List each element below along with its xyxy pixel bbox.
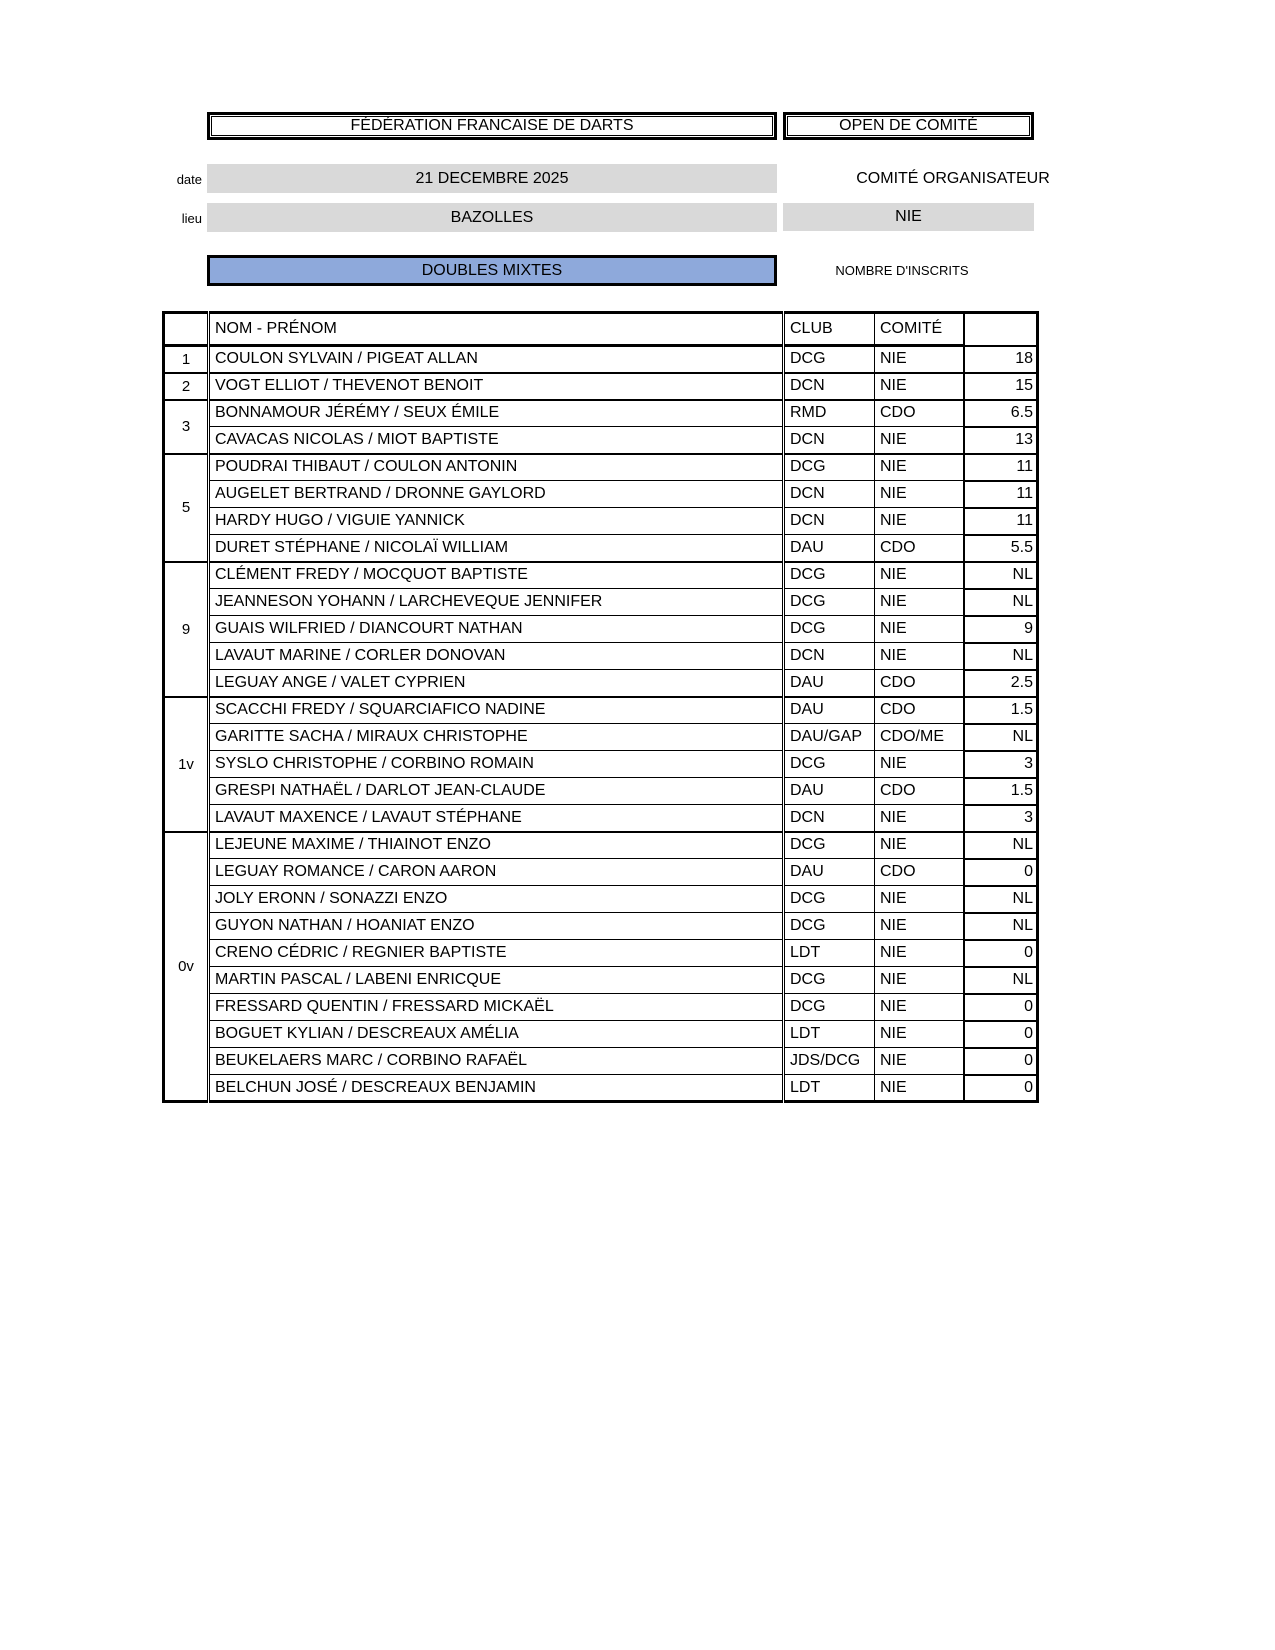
name-cell: LAVAUT MAXENCE / LAVAUT STÉPHANE	[209, 805, 784, 832]
score-cell: 3	[964, 805, 1038, 832]
date-label: date	[176, 172, 202, 187]
club-cell: DCG	[784, 994, 875, 1021]
score-cell: 2.5	[964, 670, 1038, 697]
score-cell: 11	[964, 481, 1038, 508]
name-cell: POUDRAI THIBAUT / COULON ANTONIN	[209, 454, 784, 481]
name-cell: FRESSARD QUENTIN / FRESSARD MICKAËL	[209, 994, 784, 1021]
name-cell: LEGUAY ANGE / VALET CYPRIEN	[209, 670, 784, 697]
comite-cell: CDO	[875, 697, 964, 724]
name-cell: LAVAUT MARINE / CORLER DONOVAN	[209, 643, 784, 670]
score-cell: NL	[964, 886, 1038, 913]
score-cell: NL	[964, 967, 1038, 994]
club-cell: DCG	[784, 454, 875, 481]
name-cell: BOGUET KYLIAN / DESCREAUX AMÉLIA	[209, 1021, 784, 1048]
inscrits-label: NOMBRE D'INSCRITS	[835, 262, 969, 278]
club-cell: LDT	[784, 1075, 875, 1102]
club-cell: DCG	[784, 346, 875, 373]
score-cell: 15	[964, 373, 1038, 400]
club-cell: DCN	[784, 427, 875, 454]
table-row	[164, 670, 1038, 697]
club-cell: DCG	[784, 886, 875, 913]
club-cell: DCN	[784, 508, 875, 535]
table-row	[164, 832, 1038, 859]
name-cell: BELCHUN JOSÉ / DESCREAUX BENJAMIN	[209, 1075, 784, 1102]
table-row	[164, 886, 1038, 913]
comite-cell: NIE	[875, 508, 964, 535]
rank-cell: 1	[164, 346, 209, 373]
rank-cell: 1v	[164, 697, 209, 832]
club-cell: LDT	[784, 1021, 875, 1048]
table-row	[164, 994, 1038, 1021]
table-row	[164, 805, 1038, 832]
name-cell: JEANNESON YOHANN / LARCHEVEQUE JENNIFER	[209, 589, 784, 616]
organizer-value: NIE	[895, 208, 922, 225]
score-cell: 0	[964, 859, 1038, 886]
comite-cell: NIE	[875, 589, 964, 616]
table-row	[164, 967, 1038, 994]
score-cell: 1.5	[964, 697, 1038, 724]
score-cell: 18	[964, 346, 1038, 373]
score-cell: 5.5	[964, 535, 1038, 562]
club-cell: DCG	[784, 589, 875, 616]
name-cell: HARDY HUGO / VIGUIE YANNICK	[209, 508, 784, 535]
name-cell: SCACCHI FREDY / SQUARCIAFICO NADINE	[209, 697, 784, 724]
rank-cell: 3	[164, 400, 209, 454]
comite-cell: CDO	[875, 670, 964, 697]
rank-cell: 2	[164, 373, 209, 400]
club-cell: DCN	[784, 643, 875, 670]
score-cell: 0	[964, 1075, 1038, 1102]
score-cell: 6.5	[964, 400, 1038, 427]
date-value: 21 DECEMBRE 2025	[415, 169, 569, 187]
name-cell: LEJEUNE MAXIME / THIAINOT ENZO	[209, 832, 784, 859]
table-row	[164, 859, 1038, 886]
name-cell: CAVACAS NICOLAS / MIOT BAPTISTE	[209, 427, 784, 454]
table-header-row	[164, 313, 1038, 346]
comite-cell: NIE	[875, 373, 964, 400]
name-header: NOM - PRÉNOM	[209, 313, 784, 346]
table-row	[164, 589, 1038, 616]
score-cell: NL	[964, 724, 1038, 751]
name-cell: LEGUAY ROMANCE / CARON AARON	[209, 859, 784, 886]
lieu-field	[207, 203, 777, 232]
comite-cell: NIE	[875, 427, 964, 454]
table-row	[164, 616, 1038, 643]
comite-cell: NIE	[875, 616, 964, 643]
lieu-label: lieu	[181, 211, 202, 226]
comite-cell: CDO/ME	[875, 724, 964, 751]
table-row	[164, 1021, 1038, 1048]
club-cell: DCN	[784, 805, 875, 832]
club-cell: DAU	[784, 859, 875, 886]
comite-cell: NIE	[875, 481, 964, 508]
table-row	[164, 481, 1038, 508]
club-cell: DCN	[784, 373, 875, 400]
lieu-value: BAZOLLES	[450, 208, 534, 226]
table-row	[164, 643, 1038, 670]
score-header	[964, 313, 1038, 346]
table-row	[164, 373, 1038, 400]
club-cell: DCN	[784, 481, 875, 508]
comite-cell: NIE	[875, 1048, 964, 1075]
name-cell: DURET STÉPHANE / NICOLAÏ WILLIAM	[209, 535, 784, 562]
table-row	[164, 508, 1038, 535]
comite-cell: NIE	[875, 1021, 964, 1048]
date-field	[207, 164, 777, 193]
event-title-text: OPEN DE COMITÉ	[839, 117, 978, 134]
comite-cell: NIE	[875, 913, 964, 940]
results-table	[162, 311, 1039, 1103]
score-cell: 0	[964, 1021, 1038, 1048]
score-cell: 13	[964, 427, 1038, 454]
results-table-body	[164, 346, 1038, 1102]
club-cell: DAU	[784, 697, 875, 724]
rank-cell: 0v	[164, 832, 209, 1102]
club-cell: RMD	[784, 400, 875, 427]
table-row	[164, 1075, 1038, 1102]
name-cell: SYSLO CHRISTOPHE / CORBINO ROMAIN	[209, 751, 784, 778]
comite-cell: NIE	[875, 454, 964, 481]
name-cell: CLÉMENT FREDY / MOCQUOT BAPTISTE	[209, 562, 784, 589]
name-cell: GARITTE SACHA / MIRAUX CHRISTOPHE	[209, 724, 784, 751]
comite-cell: NIE	[875, 1075, 964, 1102]
score-cell: 0	[964, 940, 1038, 967]
organizer-label: COMITÉ ORGANISATEUR	[856, 169, 1050, 187]
name-cell: BEUKELAERS MARC / CORBINO RAFAËL	[209, 1048, 784, 1075]
table-row	[164, 1048, 1038, 1075]
name-cell: COULON SYLVAIN / PIGEAT ALLAN	[209, 346, 784, 373]
comite-cell: NIE	[875, 994, 964, 1021]
score-cell: 11	[964, 508, 1038, 535]
club-cell: DCG	[784, 562, 875, 589]
comite-cell: NIE	[875, 886, 964, 913]
comite-cell: NIE	[875, 832, 964, 859]
category-banner	[207, 255, 777, 286]
comite-cell: CDO	[875, 535, 964, 562]
club-cell: DCG	[784, 967, 875, 994]
rank-cell: 5	[164, 454, 209, 562]
name-cell: AUGELET BERTRAND / DRONNE GAYLORD	[209, 481, 784, 508]
club-header: CLUB	[784, 313, 875, 346]
table-row	[164, 724, 1038, 751]
table-row	[164, 751, 1038, 778]
club-cell: DCG	[784, 751, 875, 778]
name-cell: VOGT ELLIOT / THEVENOT BENOIT	[209, 373, 784, 400]
score-cell: NL	[964, 589, 1038, 616]
club-cell: DCG	[784, 832, 875, 859]
federation-title-text: FÉDÉRATION FRANCAISE DE DARTS	[350, 117, 634, 134]
club-cell: DAU	[784, 778, 875, 805]
name-cell: JOLY ERONN / SONAZZI ENZO	[209, 886, 784, 913]
score-cell: 3	[964, 751, 1038, 778]
club-cell: DCG	[784, 616, 875, 643]
category-banner-text: DOUBLES MIXTES	[421, 261, 563, 279]
comite-cell: CDO	[875, 859, 964, 886]
organizer-field	[783, 203, 1034, 231]
club-cell: DAU	[784, 670, 875, 697]
rank-header	[164, 313, 209, 346]
table-row	[164, 562, 1038, 589]
comite-cell: CDO	[875, 400, 964, 427]
table-row	[164, 913, 1038, 940]
club-cell: JDS/DCG	[784, 1048, 875, 1075]
score-cell: 9	[964, 616, 1038, 643]
table-row	[164, 778, 1038, 805]
event-title	[783, 112, 1034, 140]
comite-cell: NIE	[875, 805, 964, 832]
score-cell: NL	[964, 913, 1038, 940]
club-cell: LDT	[784, 940, 875, 967]
score-cell: 0	[964, 994, 1038, 1021]
name-cell: CRENO CÉDRIC / REGNIER BAPTISTE	[209, 940, 784, 967]
comite-header: COMITÉ	[875, 313, 964, 346]
score-cell: 11	[964, 454, 1038, 481]
table-row	[164, 427, 1038, 454]
table-row	[164, 697, 1038, 724]
comite-cell: NIE	[875, 643, 964, 670]
score-cell: NL	[964, 562, 1038, 589]
rank-cell: 9	[164, 562, 209, 697]
comite-cell: NIE	[875, 967, 964, 994]
score-cell: NL	[964, 643, 1038, 670]
name-cell: MARTIN PASCAL / LABENI ENRICQUE	[209, 967, 784, 994]
club-cell: DAU/GAP	[784, 724, 875, 751]
name-cell: GRESPI NATHAËL / DARLOT JEAN-CLAUDE	[209, 778, 784, 805]
name-cell: BONNAMOUR JÉRÉMY / SEUX ÉMILE	[209, 400, 784, 427]
score-cell: 1.5	[964, 778, 1038, 805]
name-cell: GUYON NATHAN / HOANIAT ENZO	[209, 913, 784, 940]
table-row	[164, 454, 1038, 481]
table-row	[164, 346, 1038, 373]
table-row	[164, 940, 1038, 967]
comite-cell: NIE	[875, 562, 964, 589]
comite-cell: NIE	[875, 346, 964, 373]
name-cell: GUAIS WILFRIED / DIANCOURT NATHAN	[209, 616, 784, 643]
club-cell: DCG	[784, 913, 875, 940]
federation-title	[207, 112, 777, 140]
score-cell: 0	[964, 1048, 1038, 1075]
table-row	[164, 535, 1038, 562]
club-cell: DAU	[784, 535, 875, 562]
score-cell: NL	[964, 832, 1038, 859]
comite-cell: CDO	[875, 778, 964, 805]
comite-cell: NIE	[875, 940, 964, 967]
comite-cell: NIE	[875, 751, 964, 778]
table-row	[164, 400, 1038, 427]
